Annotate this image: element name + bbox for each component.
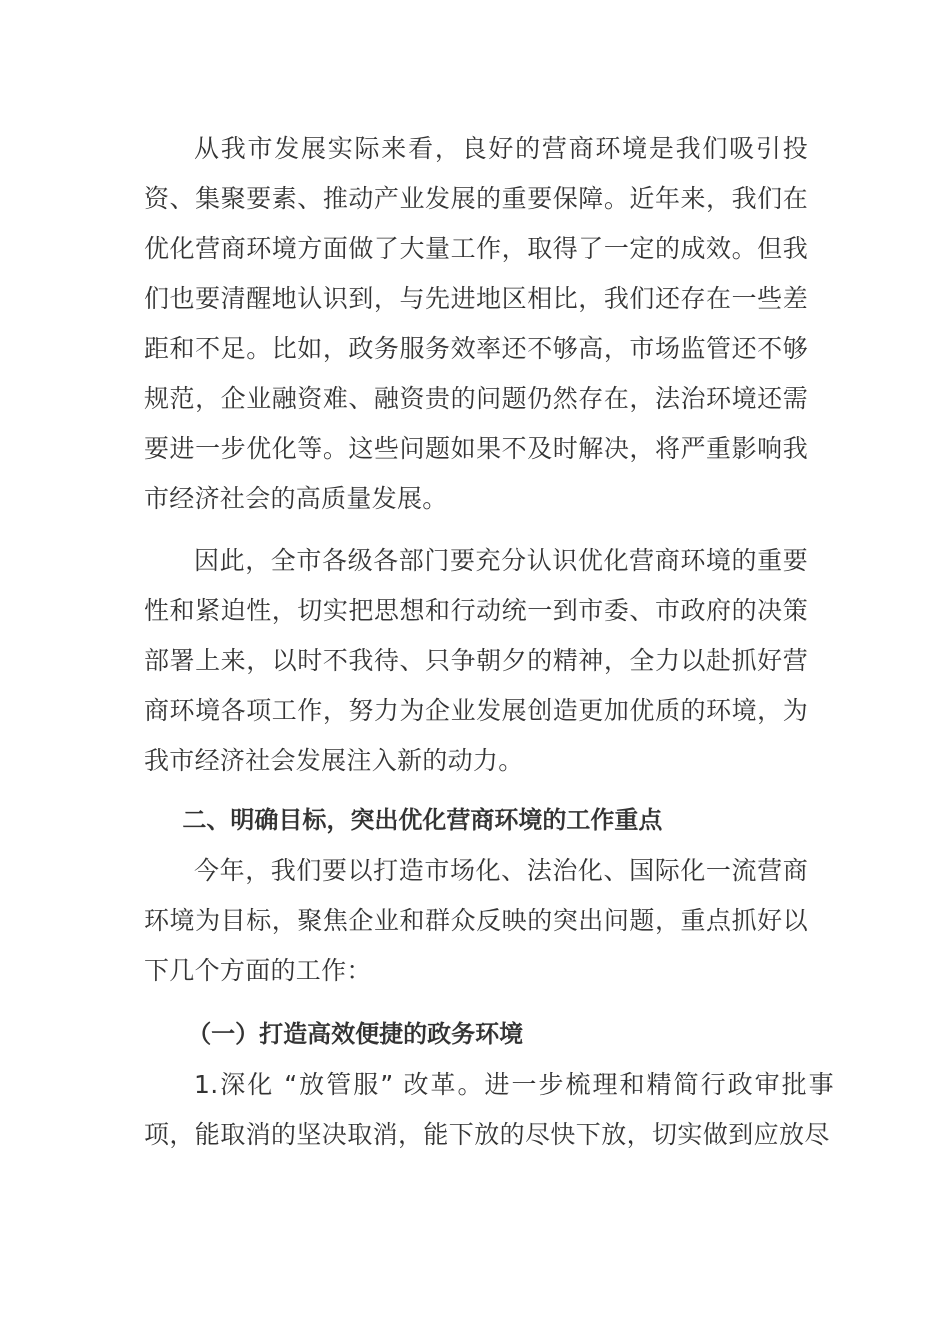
document-body [144, 124, 834, 1160]
paragraph-goals-intro: 今年，我们要以打造市场化、法治化、国际化一流营商环境为目标，聚焦企业和群众反映的突出问题，重点抓好以下几个方面的工作： [144, 856, 808, 985]
paragraph-importance-urgency: 因此，全市各级各部门要充分认识优化营商环境的重要性和紧迫性，切实把思想和行动统一到市委、市政府的决策部署上来，以时不我待、只争朝夕的精神，全力以赴抓好营商环境各项工作，努力为企业发展创造更加优质的环境，为我市经济社会发展注入新的动力。 [144, 546, 808, 775]
paragraph-reform-item-1: 1.深化 “放管服” 改革。进一步梳理和精简行政审批事项，能取消的坚决取消，能下放的尽快下放，切实做到应放尽 [144, 1070, 834, 1149]
paragraph-business-environment-status: 从我市发展实际来看，良好的营商环境是我们吸引投资、集聚要素、推动产业发展的重要保障。近年来，我们在优化营商环境方面做了大量工作，取得了一定的成效。但我们也要清醒地认识到，与先进地区相比，我们还存在一些差距和不足。比如，政务服务效率还不够高，市场监管还不够规范，企业融资难、融资贵的问题仍然存在，法治环境还需要进一步优化等。这些问题如果不及时解决，将严重影响我市经济社会的高质量发展。 [144, 134, 808, 513]
section-heading-goals: 二、明确目标，突出优化营商环境的工作重点 [182, 806, 663, 834]
subsection-heading-government-environment: （一）打造高效便捷的政务环境 [187, 1020, 524, 1048]
